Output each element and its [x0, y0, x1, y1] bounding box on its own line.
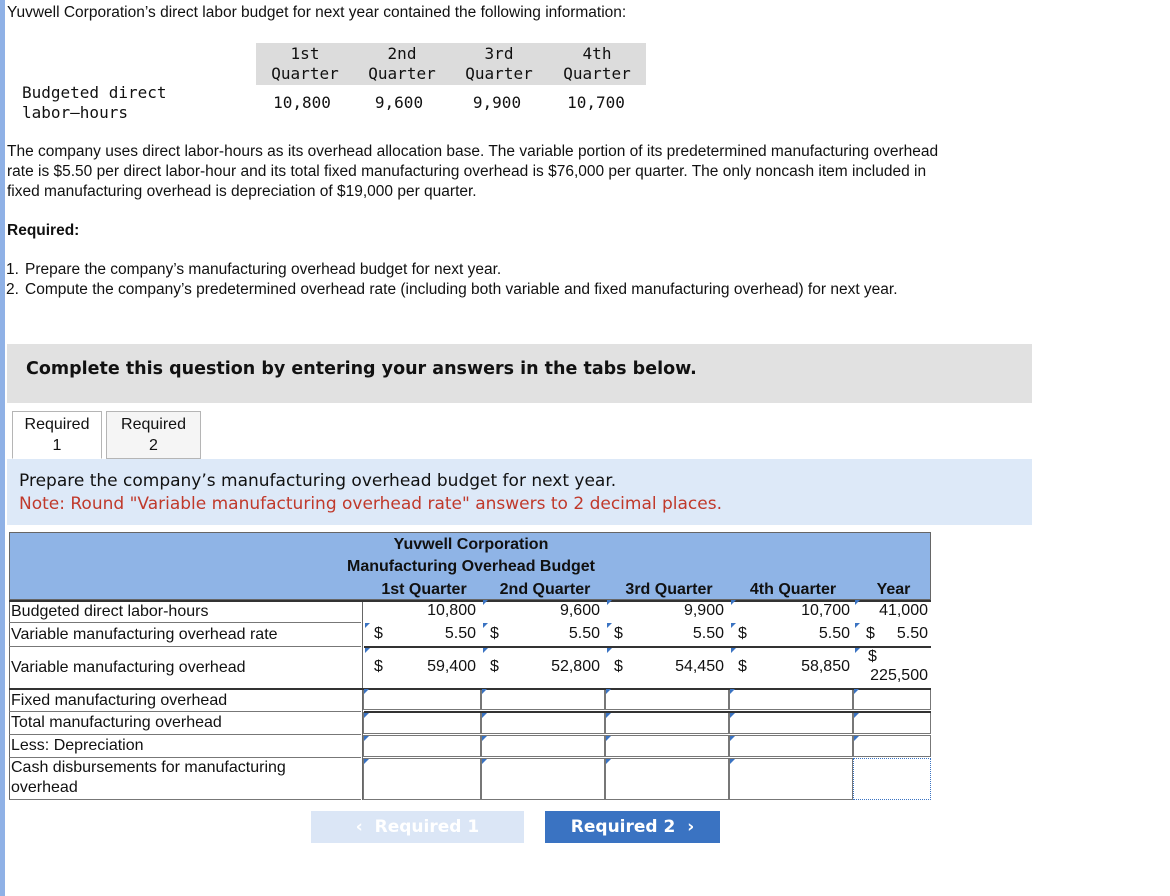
requirements-list	[0, 260, 950, 300]
requirement-1: 1. Prepare the company’s manufacturing overhead budget for next year.	[6, 261, 502, 278]
variable-q2[interactable]: $ 52,800	[490, 658, 600, 675]
variable-q3[interactable]: $ 54,450	[614, 658, 724, 675]
tab-instructions	[7, 459, 1032, 525]
hours-year[interactable]: 41,000	[879, 602, 928, 619]
total-q3-input[interactable]	[605, 712, 729, 734]
rate-q1[interactable]: $ 5.50	[374, 625, 476, 642]
row-label-depreciation: Less: Depreciation	[11, 737, 144, 754]
variable-year[interactable]: $ 225,500	[868, 648, 928, 684]
next-required-2-button[interactable]: Required 2 ›	[545, 811, 720, 843]
rounding-note: Note: Round "Variable manufacturing overhead rate" answers to 2 decimal places.	[19, 494, 723, 514]
labor-hours-row-label: Budgeted direct labor–hours	[22, 83, 167, 122]
labor-hours-q2: 9,600	[374, 93, 424, 112]
requirement-2: 2. Compute the company’s predetermined overhead rate (including both variable and fixed manufacturing overhead) for next year.	[6, 281, 898, 298]
company-name: Yuvwell Corporation	[393, 536, 549, 553]
budget-title: Manufacturing Overhead Budget	[346, 558, 596, 575]
quarter-4-header: 4th Quarter	[563, 44, 631, 83]
cash-q1-input[interactable]	[363, 758, 481, 800]
total-year-input[interactable]	[853, 712, 931, 734]
labor-hours-header	[256, 43, 646, 85]
overhead-budget-table	[9, 532, 931, 800]
problem-paragraph: The company uses direct labor-hours as its overhead allocation base. The variable portion of its predetermined manufacturing overhead rate is $5.50 per direct labor-hour and its total fixed manufacturing overhead is $76,000 per quarter. The only noncash item included in fixed manufacturing overhead is depreciation of $19,000 per quarter.	[7, 143, 939, 200]
rate-q4[interactable]: $ 5.50	[738, 625, 850, 642]
col-header-year: Year	[876, 581, 911, 598]
row-label-rate: Variable manufacturing overhead rate	[11, 626, 278, 643]
total-q1-input[interactable]	[363, 712, 481, 734]
row-label-hours: Budgeted direct labor-hours	[11, 603, 209, 620]
quarter-3-header: 3rd Quarter	[465, 44, 533, 83]
cash-q3-input[interactable]	[605, 758, 729, 800]
instruction-text: Prepare the company’s manufacturing overhead budget for next year.	[19, 471, 617, 491]
labor-hours-q1: 10,800	[273, 93, 331, 112]
row-label-variable-overhead: Variable manufacturing overhead	[11, 659, 246, 676]
fixed-q2-input[interactable]	[481, 688, 605, 710]
prev-required-1-button[interactable]: ‹ Required 1	[311, 811, 524, 843]
rate-q3[interactable]: $ 5.50	[614, 625, 724, 642]
left-accent-bar	[0, 0, 5, 896]
cash-q4-input[interactable]	[729, 758, 853, 800]
hours-q1[interactable]: 10,800	[427, 602, 476, 619]
row-label-total-overhead: Total manufacturing overhead	[11, 714, 222, 731]
instructions-banner: Complete this question by entering your answers in the tabs below.	[7, 344, 1032, 403]
hours-q4[interactable]: 10,700	[801, 602, 850, 619]
labor-hours-q4: 10,700	[567, 93, 625, 112]
total-q2-input[interactable]	[481, 712, 605, 734]
hours-q2[interactable]: 9,600	[559, 602, 600, 619]
tab-required-1[interactable]: Required 1	[12, 411, 102, 459]
required-heading: Required:	[7, 222, 80, 239]
budget-header	[9, 532, 931, 600]
col-header-q2: 2nd Quarter	[499, 581, 591, 598]
col-header-q4: 4th Quarter	[749, 581, 837, 598]
labor-hours-q3: 9,900	[472, 93, 522, 112]
budget-body	[9, 600, 931, 800]
labor-hours-table	[0, 43, 646, 125]
row-label-cash-disbursements: Cash disbursements for manufacturing overhead	[11, 759, 286, 796]
chevron-right-icon: ›	[687, 817, 695, 837]
cash-q2-input[interactable]	[481, 758, 605, 800]
variable-q1[interactable]: $ 59,400	[374, 658, 476, 675]
intro-text: Yuvwell Corporation’s direct labor budget for next year contained the following information:	[7, 4, 627, 21]
fixed-q3-input[interactable]	[605, 688, 729, 710]
depreciation-q3-input[interactable]	[605, 735, 729, 757]
hours-q3[interactable]: 9,900	[683, 602, 724, 619]
fixed-year-input[interactable]	[853, 688, 931, 710]
depreciation-q2-input[interactable]	[481, 735, 605, 757]
rate-year[interactable]: $ 5.50	[866, 625, 928, 642]
variable-q4[interactable]: $ 58,850	[738, 658, 850, 675]
fixed-q4-input[interactable]	[729, 688, 853, 710]
quarter-2-header: 2nd Quarter	[368, 44, 436, 83]
tab-required-2[interactable]: Required 2	[106, 411, 201, 459]
rate-q2[interactable]: $ 5.50	[490, 625, 600, 642]
total-q4-input[interactable]	[729, 712, 853, 734]
depreciation-q1-input[interactable]	[363, 735, 481, 757]
row-label-fixed-overhead: Fixed manufacturing overhead	[11, 692, 228, 709]
col-header-q1: 1st Quarter	[381, 581, 467, 598]
depreciation-year-input[interactable]	[853, 735, 931, 757]
col-header-q3: 3rd Quarter	[625, 581, 713, 598]
quarter-1-header: 1st Quarter	[271, 44, 339, 83]
depreciation-q4-input[interactable]	[729, 735, 853, 757]
chevron-left-icon: ‹	[355, 817, 363, 837]
cash-year-input[interactable]	[853, 758, 931, 800]
fixed-q1-input[interactable]	[363, 688, 481, 710]
